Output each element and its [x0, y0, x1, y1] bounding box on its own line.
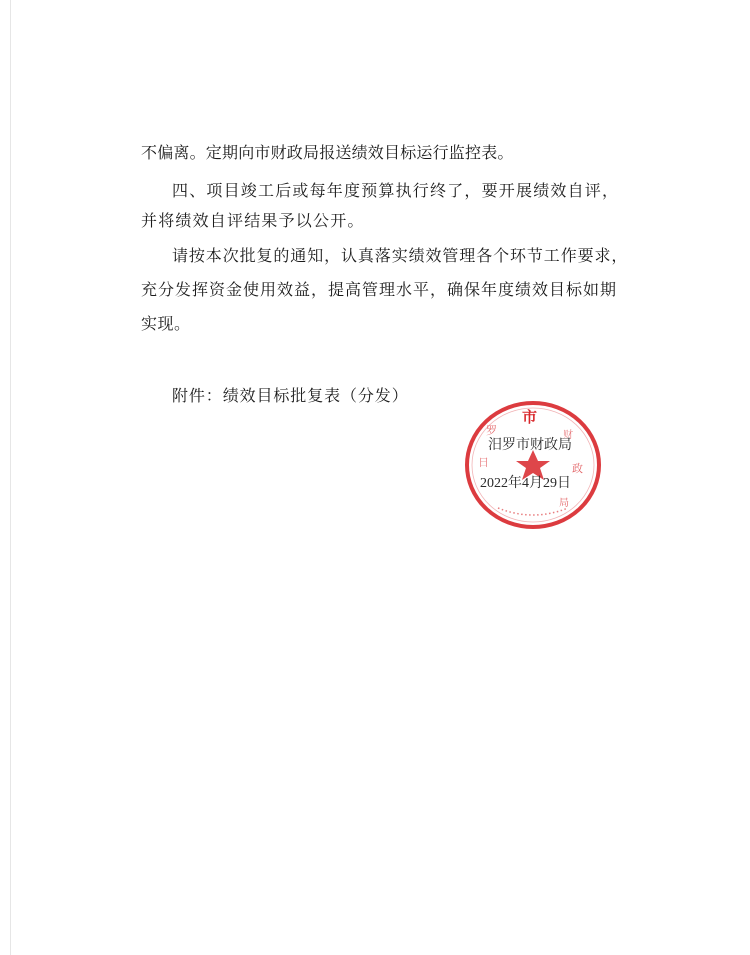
- svg-text:日: 日: [478, 457, 489, 469]
- seal-date: 2022年4月29日: [480, 476, 571, 491]
- svg-text:局: 局: [559, 498, 569, 509]
- body-line-4: 请按本次批复的通知，认真落实绩效管理各个环节工作要求，: [172, 246, 629, 265]
- attachment-line: 附件：绩效目标批复表（分发）: [172, 386, 409, 405]
- body-line-1: 不偏离。定期向市财政局报送绩效目标运行监控表。: [141, 143, 514, 162]
- body-line-3: 并将绩效自评结果予以公开。: [141, 211, 365, 230]
- body-line-5: 充分发挥资金使用效益，提高管理水平，确保年度绩效目标如期: [141, 280, 618, 299]
- svg-text:市: 市: [522, 410, 538, 426]
- body-line-6: 实现。: [141, 314, 191, 333]
- seal-org-name: 汨罗市财政局: [488, 438, 572, 453]
- svg-text:罗: 罗: [486, 425, 497, 437]
- body-line-2: 四、项目竣工后或每年度预算执行终了，要开展绩效自评，: [172, 181, 620, 200]
- page-edge: [10, 0, 11, 955]
- official-seal: [462, 398, 604, 532]
- svg-text:财: 财: [563, 430, 573, 441]
- svg-text:政: 政: [572, 463, 583, 475]
